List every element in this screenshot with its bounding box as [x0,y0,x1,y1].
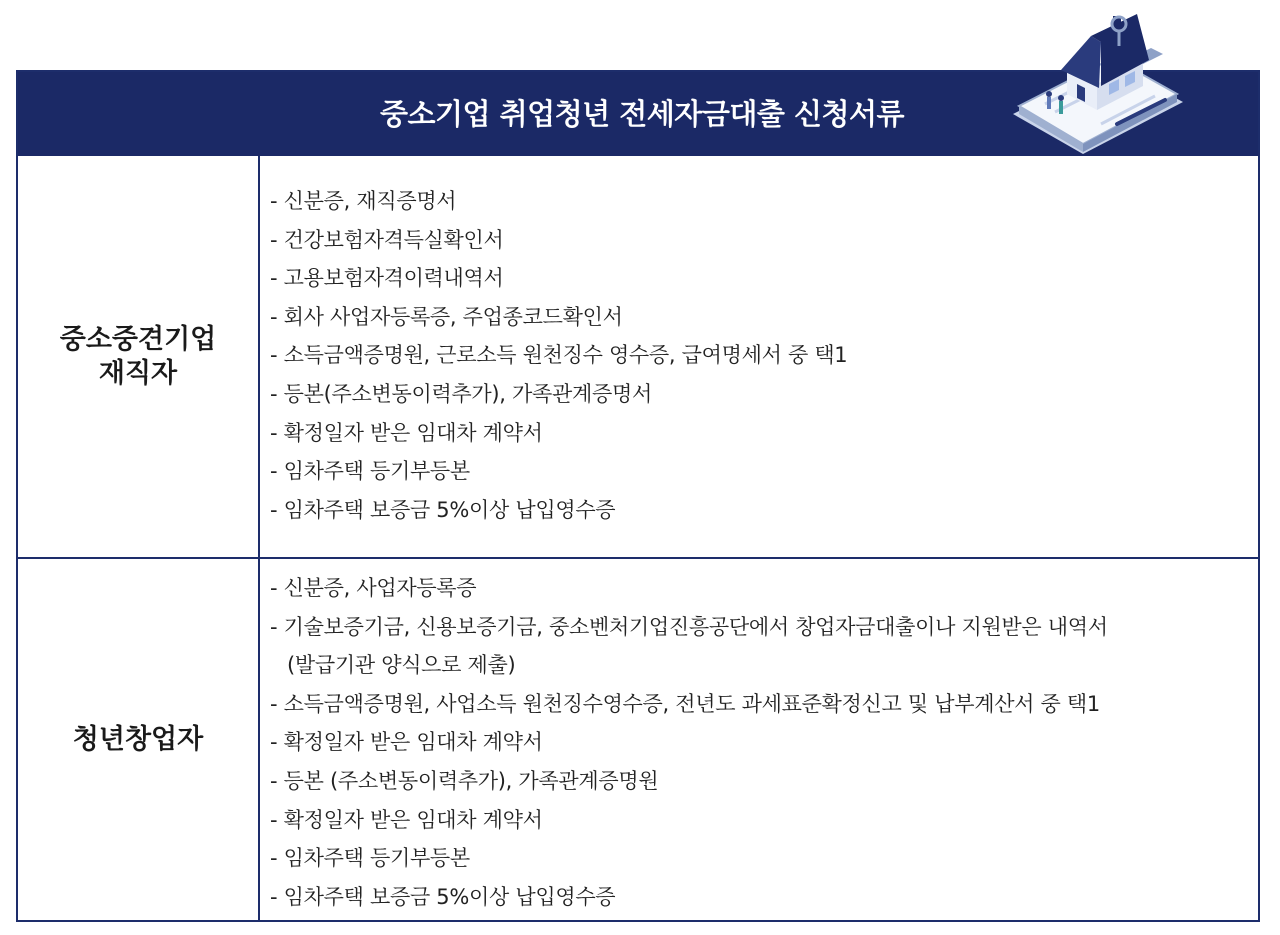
list-item: - 회사 사업자등록증, 주업종코드확인서 [270,304,623,329]
list-item-continuation-text: (발급기관 양식으로 제출) [287,653,516,678]
row-label-sme-employee: 중소중견기업 재직자 [18,156,260,557]
document-list-sme-employee [270,182,1248,529]
list-item: - 확정일자 받은 임대차 계약서 [270,420,543,445]
list-item: - 확정일자 받은 임대차 계약서 [270,730,543,755]
list-item: - 기술보증기금, 신용보증기금, 중소벤처기업진흥공단에서 창업자금대출이나 지원받은 내역서 [270,614,1108,639]
table-row-young-founder [18,559,1258,920]
list-item: - 소득금액증명원, 사업소득 원천징수영수증, 전년도 과세표준확정신고 및 납부계산서 중 택1 [270,691,1100,716]
list-item: - 고용보험자격이력내역서 [270,266,504,291]
table-row-sme-employee [18,156,1258,559]
list-item: - 신분증, 재직증명서 [270,189,457,213]
row-label-young-founder: 청년창업자 [18,559,260,920]
list-item: - 소득금액증명원, 근로소득 원천징수 영수증, 급여명세서 중 택1 [270,343,848,368]
list-item: - 임차주택 등기부등본 [270,846,470,871]
list-item: - 등본(주소변동이력추가), 가족관계증명서 [270,381,652,406]
requirements-table [16,70,1260,922]
document-list-young-founder [270,569,1248,916]
list-item: - 등본 (주소변동이력추가), 가족관계증명원 [270,768,659,793]
list-item: - 신분증, 사업자등록증 [270,576,477,600]
house-key-document-icon [1005,6,1190,166]
list-item: - 건강보험자격득실확인서 [270,227,504,252]
list-item-continuation [270,646,1248,685]
list-item: - 임차주택 보증금 5%이상 납입영수증 [270,497,616,522]
page-title: 중소기업 취업청년 전세자금대출 신청서류 [379,97,905,131]
list-item: - 임차주택 등기부등본 [270,459,470,484]
list-item: - 임차주택 보증금 5%이상 납입영수증 [270,884,616,909]
list-item: - 확정일자 받은 임대차 계약서 [270,807,543,832]
